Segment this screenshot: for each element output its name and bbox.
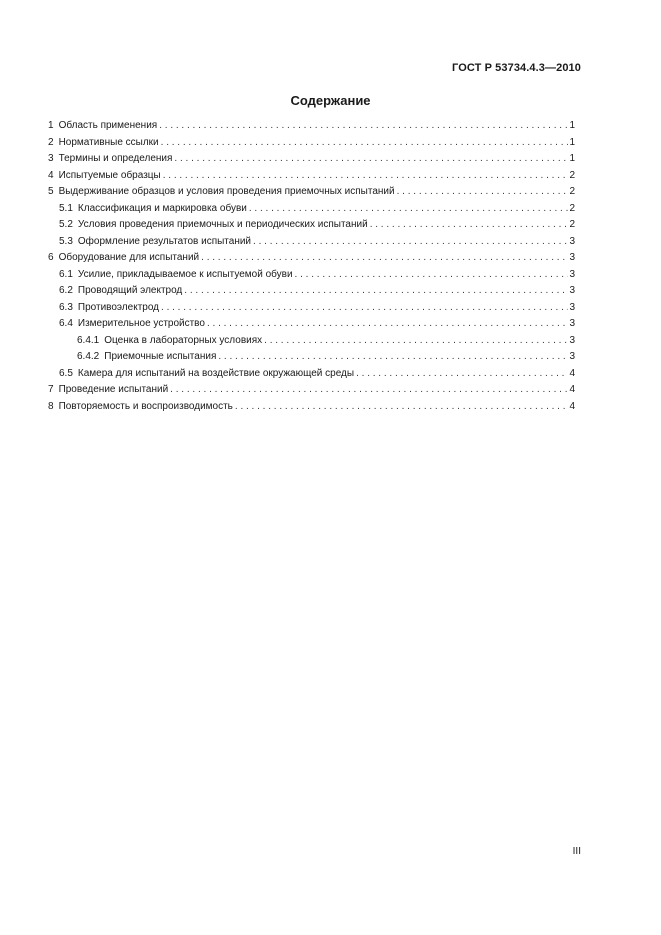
toc-entry-number: 8 <box>48 400 54 412</box>
toc-entry-page: 2 <box>569 202 575 214</box>
toc-entry-label: Выдерживание образцов и условия проведения приемочных испытаний <box>58 186 395 197</box>
toc-entry-number: 5.1 <box>59 202 73 214</box>
toc-entry[interactable] <box>48 186 575 203</box>
toc-entry-page: 3 <box>569 235 575 247</box>
toc-entry-page: 4 <box>569 400 575 412</box>
dot-leader <box>264 335 568 346</box>
toc-entry-page: 4 <box>569 384 575 395</box>
toc-entry-page: 3 <box>569 252 575 263</box>
toc-entry-page: 1 <box>569 153 575 164</box>
dot-leader <box>163 170 569 181</box>
toc-entry-label: Оборудование для испытаний <box>58 252 200 263</box>
dot-leader <box>174 153 568 164</box>
dot-leader <box>184 285 568 296</box>
toc-entry-label: Камера для испытаний на воздействие окружающей среды <box>77 367 355 379</box>
toc-entry-label: Условия проведения приемочных и периодических испытаний <box>77 219 368 230</box>
dot-leader <box>370 219 569 230</box>
toc-entry-label: Область применения <box>58 120 158 131</box>
dot-leader <box>159 120 568 131</box>
toc-entry-number: 6.3 <box>59 301 73 313</box>
toc-entry-number: 2 <box>48 136 54 148</box>
toc-entry[interactable] <box>48 120 575 137</box>
dot-leader <box>253 236 568 247</box>
toc-entry-page: 1 <box>569 136 575 148</box>
toc-entry-label: Испытуемые образцы <box>58 169 161 181</box>
toc-entry[interactable] <box>48 269 575 286</box>
table-of-contents <box>48 120 575 417</box>
dot-leader <box>356 368 568 379</box>
toc-entry-page: 3 <box>569 334 575 346</box>
toc-entry-label: Усилие, прикладываемое к испытуемой обуви <box>77 268 293 280</box>
dot-leader <box>161 137 569 148</box>
toc-entry[interactable] <box>48 351 575 368</box>
toc-entry[interactable] <box>48 219 575 236</box>
toc-entry-number: 6.1 <box>59 268 73 280</box>
toc-entry-page: 2 <box>569 169 575 181</box>
toc-entry-number: 3 <box>48 153 54 164</box>
toc-entry-page: 3 <box>569 318 575 329</box>
dot-leader <box>218 351 568 362</box>
dot-leader <box>201 252 568 263</box>
toc-title: Содержание <box>290 93 371 108</box>
toc-entry[interactable] <box>48 252 575 269</box>
toc-entry-page: 3 <box>569 285 575 296</box>
toc-entry-number: 1 <box>48 120 54 131</box>
dot-leader <box>397 186 569 197</box>
toc-entry-number: 6 <box>48 252 54 263</box>
toc-entry-label: Приемочные испытания <box>104 351 217 362</box>
toc-entry-label: Противоэлектрод <box>77 301 160 313</box>
dot-leader <box>235 401 569 412</box>
toc-entry-label: Классификация и маркировка обуви <box>77 202 247 214</box>
toc-entry-number: 5 <box>48 186 54 197</box>
toc-entry-number: 5.2 <box>59 219 73 230</box>
toc-entry-page: 4 <box>569 367 575 379</box>
toc-entry[interactable] <box>48 384 575 401</box>
toc-entry-page: 3 <box>569 351 575 362</box>
toc-entry-number: 6.4.1 <box>77 334 100 346</box>
page-number: III <box>572 846 581 857</box>
dot-leader <box>295 269 569 280</box>
toc-entry-page: 3 <box>569 301 575 313</box>
toc-entry[interactable] <box>48 236 575 253</box>
toc-entry[interactable] <box>48 368 575 385</box>
toc-entry[interactable] <box>48 318 575 335</box>
toc-entry-label: Проведение испытаний <box>58 384 169 395</box>
toc-entry[interactable] <box>48 401 575 418</box>
dot-leader <box>170 384 568 395</box>
toc-entry[interactable] <box>48 285 575 302</box>
toc-entry-label: Нормативные ссылки <box>58 136 159 148</box>
toc-entry[interactable] <box>48 170 575 187</box>
toc-entry-number: 4 <box>48 169 54 181</box>
toc-entry-page: 3 <box>569 268 575 280</box>
toc-entry-page: 2 <box>569 186 575 197</box>
toc-entry-number: 6.4.2 <box>77 351 100 362</box>
toc-entry[interactable] <box>48 302 575 319</box>
document-code: ГОСТ Р 53734.4.3—2010 <box>452 62 581 74</box>
toc-entry-page: 1 <box>569 120 575 131</box>
dot-leader <box>161 302 568 313</box>
toc-entry[interactable] <box>48 335 575 352</box>
dot-leader <box>207 318 568 329</box>
toc-entry-number: 6.5 <box>59 367 73 379</box>
dot-leader <box>249 203 569 214</box>
toc-entry-number: 6.2 <box>59 285 73 296</box>
toc-entry[interactable] <box>48 203 575 220</box>
toc-entry-page: 2 <box>569 219 575 230</box>
toc-entry[interactable] <box>48 137 575 154</box>
toc-entry-label: Оформление результатов испытаний <box>77 235 252 247</box>
toc-entry-label: Термины и определения <box>58 153 173 164</box>
toc-entry-label: Оценка в лабораторных условиях <box>104 334 263 346</box>
toc-entry[interactable] <box>48 153 575 170</box>
toc-entry-label: Проводящий электрод <box>77 285 183 296</box>
toc-entry-number: 7 <box>48 384 54 395</box>
toc-entry-number: 6.4 <box>59 318 73 329</box>
toc-entry-number: 5.3 <box>59 235 73 247</box>
toc-entry-label: Повторяемость и воспроизводимость <box>58 400 233 412</box>
toc-entry-label: Измерительное устройство <box>77 318 205 329</box>
